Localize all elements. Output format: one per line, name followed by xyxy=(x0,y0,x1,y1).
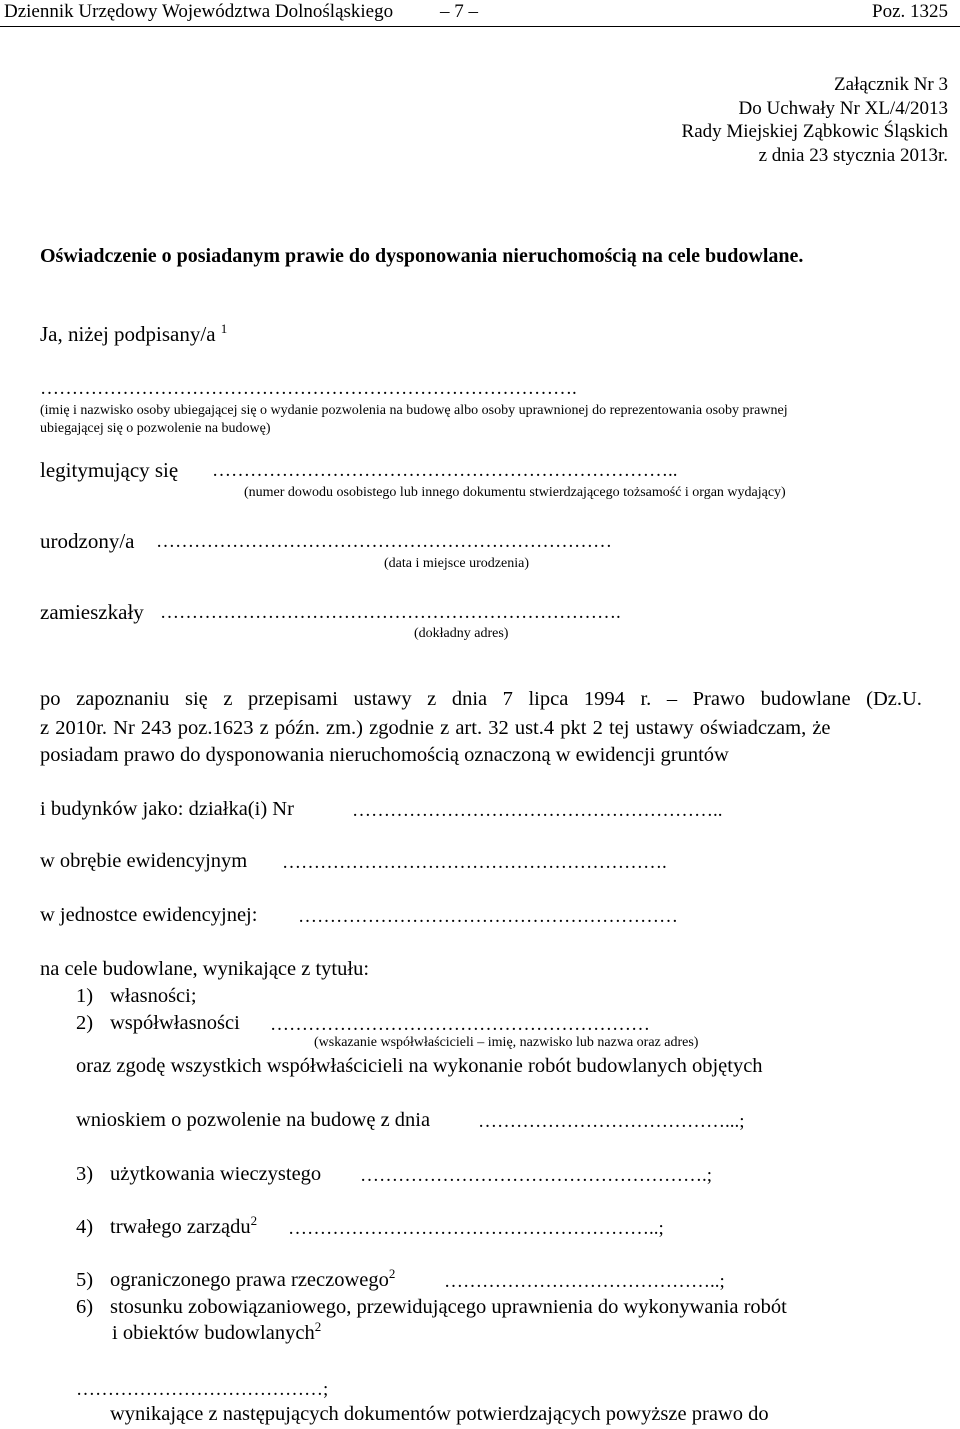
precinct-label: w obrębie ewidencyjnym xyxy=(40,850,248,872)
declarant-label-row xyxy=(40,322,227,347)
journal-header xyxy=(0,0,960,27)
item-6-label: i obiektów budowlanych xyxy=(112,1322,315,1344)
statement-word: zapoznaniu xyxy=(76,688,170,710)
residence-caption: (dokładny adres) xyxy=(414,626,509,641)
statement-line-3: posiadam prawo do dysponowania nieruchomością oznaczoną w ewidencji gruntów xyxy=(40,744,729,766)
limited-right-field[interactable]: ……………………………………..; xyxy=(444,1271,725,1292)
statement-word: z xyxy=(223,688,233,710)
item-5-limited-right xyxy=(110,1266,396,1292)
born-field[interactable]: ……………………………………………………………… xyxy=(156,531,612,552)
item-6-line-2 xyxy=(112,1319,322,1345)
residence-label: zamieszkały xyxy=(40,600,144,624)
statement-line-2: z 2010r. Nr 243 poz.1623 z późn. zm.) zgodnie z art. 32 ust.4 pkt 2 tej ustawy oświadczam, że xyxy=(40,717,831,739)
item-3-number: 3) xyxy=(76,1163,94,1185)
annex-number: Załącznik Nr 3 xyxy=(834,74,948,95)
item-4-number: 4) xyxy=(76,1216,94,1238)
council-name: Rady Miejskiej Ząbkowic Śląskich xyxy=(681,121,948,142)
residence-field[interactable]: ………………………………………………………………. xyxy=(160,602,621,623)
item-5-footnote: 2 xyxy=(388,1266,396,1282)
page-number: – 7 – xyxy=(440,1,478,22)
declarant-caption-1: (imię i nazwisko osoby ubiegającej się o wydanie pozwolenia na budowę albo osoby uprawnionej do reprezentowania osoby prawnej xyxy=(40,403,788,418)
statement-word: – xyxy=(666,688,678,710)
item-2-co-ownership: współwłasności xyxy=(110,1012,240,1034)
precinct-field[interactable]: ……………………………………………………. xyxy=(282,852,667,873)
titles-intro: na cele budowlane, wynikające z tytułu: xyxy=(40,958,370,980)
statement-word: Prawo xyxy=(692,688,746,710)
item-5-number: 5) xyxy=(76,1269,94,1291)
statement-word: (Dz.U. xyxy=(866,688,922,710)
item-4-permanent-management xyxy=(110,1213,258,1239)
annex-reference xyxy=(682,73,948,167)
item-1-number: 1) xyxy=(76,985,94,1007)
resolution-number: Do Uchwały Nr XL/4/2013 xyxy=(738,97,948,119)
item-3-perpetual-usufruct: użytkowania wieczystego xyxy=(110,1163,322,1185)
id-field[interactable]: ……………………………………………………………….. xyxy=(212,460,678,481)
id-label: legitymujący się xyxy=(40,458,179,482)
co-owners-caption: (wskazanie współwłaścicieli – imię, nazwisko lub nazwa oraz adres) xyxy=(314,1035,699,1050)
statement-word: dnia xyxy=(451,688,488,710)
statement-word: budowlane xyxy=(760,688,851,710)
position-number: Poz. 1325 xyxy=(872,1,948,22)
statement-word: ustawy xyxy=(353,688,412,710)
id-caption: (numer dowodu osobistego lub innego dokumentu stwierdzającego tożsamość i organ wydający) xyxy=(244,485,786,500)
journal-name: Dziennik Urzędowy Województwa Dolnośląskiego xyxy=(4,1,394,22)
statement-word: się xyxy=(184,688,208,710)
statement-word: lipca xyxy=(528,688,569,710)
perpetual-usufruct-field[interactable]: ……………………………………………….; xyxy=(360,1165,713,1186)
declarant-caption-2: ubiegającej się o pozwolenie na budowę) xyxy=(40,421,271,436)
item-4-footnote: 2 xyxy=(250,1213,258,1229)
declarant-label: Ja, niżej podpisany/a xyxy=(40,322,216,346)
statement-word: przepisami xyxy=(247,688,338,710)
parcel-label: i budynków jako: działka(i) Nr xyxy=(40,798,294,820)
item-4-label: trwałego zarządu xyxy=(110,1216,251,1238)
documents-line: wynikające z następujących dokumentów potwierdzających powyższe prawo do xyxy=(110,1403,769,1425)
statement-word: z xyxy=(427,688,437,710)
resolution-date: z dnia 23 stycznia 2013r. xyxy=(758,144,948,166)
statement-word: 1994 xyxy=(583,688,625,710)
born-label: urodzony/a xyxy=(40,529,135,553)
application-date-field[interactable]: …………………………………...; xyxy=(478,1111,745,1132)
born-caption: (data i miejsce urodzenia) xyxy=(384,556,529,571)
item-6-line-1: stosunku zobowiązaniowego, przewidującego uprawnienia do wykonywania robót xyxy=(110,1296,787,1318)
item-6-footnote: 2 xyxy=(314,1319,322,1335)
obligation-field[interactable]: …………………………………; xyxy=(76,1379,329,1400)
statement-word: r. xyxy=(640,688,652,710)
statement-line-1 xyxy=(40,688,922,711)
declarant-name-field[interactable]: …………………………………………………………………………. xyxy=(40,378,577,399)
footnote-marker: 1 xyxy=(220,321,228,336)
permanent-management-field[interactable]: …………………………………………………..; xyxy=(288,1218,664,1239)
unit-label: w jednostce ewidencyjnej: xyxy=(40,904,258,926)
item-2-number: 2) xyxy=(76,1012,94,1034)
document-title: Oświadczenie o posiadanym prawie do dysponowania nieruchomością na cele budowlane. xyxy=(40,245,804,267)
item-1-ownership: własności; xyxy=(110,985,197,1007)
consent-line-2: wnioskiem o pozwolenie na budowę z dnia xyxy=(76,1109,431,1131)
statement-word: 7 xyxy=(502,688,513,710)
co-owners-field[interactable]: …………………………………………………… xyxy=(270,1014,650,1035)
parcel-field[interactable]: ………………………………………………….. xyxy=(352,800,723,821)
consent-line-1: oraz zgodę wszystkich współwłaścicieli na wykonanie robót budowlanych objętych xyxy=(76,1055,763,1077)
item-6-number: 6) xyxy=(76,1296,94,1318)
statement-word: po xyxy=(40,688,61,710)
item-5-label: ograniczonego prawa rzeczowego xyxy=(110,1269,389,1291)
unit-field[interactable]: …………………………………………………… xyxy=(298,906,678,927)
